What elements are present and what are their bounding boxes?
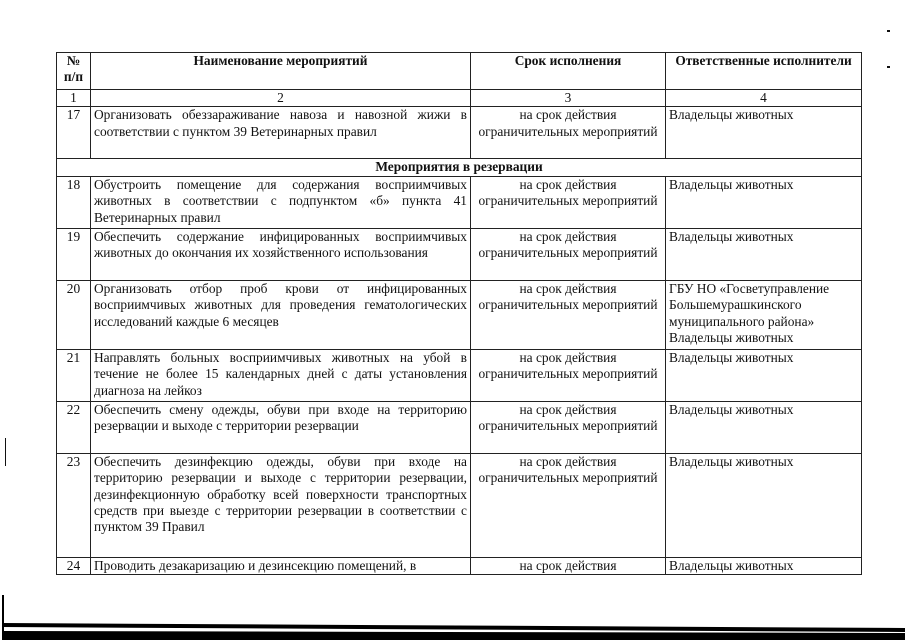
row-number: 19 bbox=[57, 228, 91, 280]
row-number: 17 bbox=[57, 107, 91, 159]
table-row bbox=[57, 228, 862, 280]
table-row bbox=[57, 453, 862, 557]
execution-term: на срок действия ограничительных мероприятий bbox=[471, 107, 666, 159]
scan-speck bbox=[887, 30, 890, 32]
execution-term: на срок действия ограничительных мероприятий bbox=[471, 349, 666, 401]
header-row bbox=[57, 53, 862, 90]
column-index: 1 bbox=[57, 90, 91, 107]
responsible-party: Владельцы животных bbox=[666, 349, 862, 401]
row-number: 22 bbox=[57, 401, 91, 453]
measure-name: Организовать обеззараживание навоза и навозной жижи в соответствии с пунктом 39 Ветеринарных правил bbox=[91, 107, 471, 159]
header-num: № п/п bbox=[57, 53, 91, 90]
scan-left-line bbox=[5, 438, 6, 466]
responsible-party: Владельцы животных bbox=[666, 401, 862, 453]
measures-table bbox=[56, 52, 862, 575]
row-number: 21 bbox=[57, 349, 91, 401]
responsible-party: Владельцы животных bbox=[666, 453, 862, 557]
table-row bbox=[57, 401, 862, 453]
responsible-party: Владельцы животных bbox=[666, 176, 862, 228]
measure-name: Обустроить помещение для содержания восприимчивых животных в соответствии с подпунктом «б» пункта 41 Ветеринарных правил bbox=[91, 176, 471, 228]
section-title: Мероприятия в резервации bbox=[57, 159, 862, 176]
execution-term: на срок действия bbox=[471, 557, 666, 574]
table-row bbox=[57, 349, 862, 401]
column-index-row bbox=[57, 90, 862, 107]
execution-term: на срок действия ограничительных мероприятий bbox=[471, 280, 666, 349]
measure-name: Направлять больных восприимчивых животных на убой в течение не более 15 календарных дней с даты установления диагноза на лейкоз bbox=[91, 349, 471, 401]
header-term: Срок исполнения bbox=[471, 53, 666, 90]
scan-bottom-border bbox=[0, 595, 905, 640]
header-name: Наименование мероприятий bbox=[91, 53, 471, 90]
execution-term: на срок действия ограничительных мероприятий bbox=[471, 176, 666, 228]
column-index: 3 bbox=[471, 90, 666, 107]
section-row bbox=[57, 159, 862, 176]
execution-term: на срок действия ограничительных мероприятий bbox=[471, 401, 666, 453]
responsible-party: Владельцы животных bbox=[666, 107, 862, 159]
column-index: 4 bbox=[666, 90, 862, 107]
measure-name: Обеспечить смену одежды, обуви при входе на территорию резервации и выходе с территории резервации bbox=[91, 401, 471, 453]
responsible-party: ГБУ НО «Госветуправление Большемурашкинского муниципального района» Владельцы животных bbox=[666, 280, 862, 349]
responsible-party: Владельцы животных bbox=[666, 228, 862, 280]
row-number: 23 bbox=[57, 453, 91, 557]
table-row bbox=[57, 557, 862, 574]
execution-term: на срок действия ограничительных мероприятий bbox=[471, 453, 666, 557]
row-number: 24 bbox=[57, 557, 91, 574]
row-number: 18 bbox=[57, 176, 91, 228]
responsible-party: Владельцы животных bbox=[666, 557, 862, 574]
table-row bbox=[57, 107, 862, 159]
measure-name: Обеспечить дезинфекцию одежды, обуви при входе на территорию резервации и выходе с территории резервации, дезинфекционную обработку всей поверхности транспортных средств при выезде с территории резервации в соответствии с пунктом 39 Правил bbox=[91, 453, 471, 557]
row-number: 20 bbox=[57, 280, 91, 349]
table-row bbox=[57, 280, 862, 349]
header-responsible: Ответственные исполнители bbox=[666, 53, 862, 90]
measure-name: Организовать отбор проб крови от инфицированных восприимчивых животных для проведения гематологических исследований каждые 6 месяцев bbox=[91, 280, 471, 349]
scan-speck bbox=[887, 66, 890, 68]
measure-name: Проводить дезакаризацию и дезинсекцию помещений, в bbox=[91, 557, 471, 574]
column-index: 2 bbox=[91, 90, 471, 107]
measure-name: Обеспечить содержание инфицированных восприимчивых животных до окончания их хозяйственного использования bbox=[91, 228, 471, 280]
execution-term: на срок действия ограничительных мероприятий bbox=[471, 228, 666, 280]
table-row bbox=[57, 176, 862, 228]
